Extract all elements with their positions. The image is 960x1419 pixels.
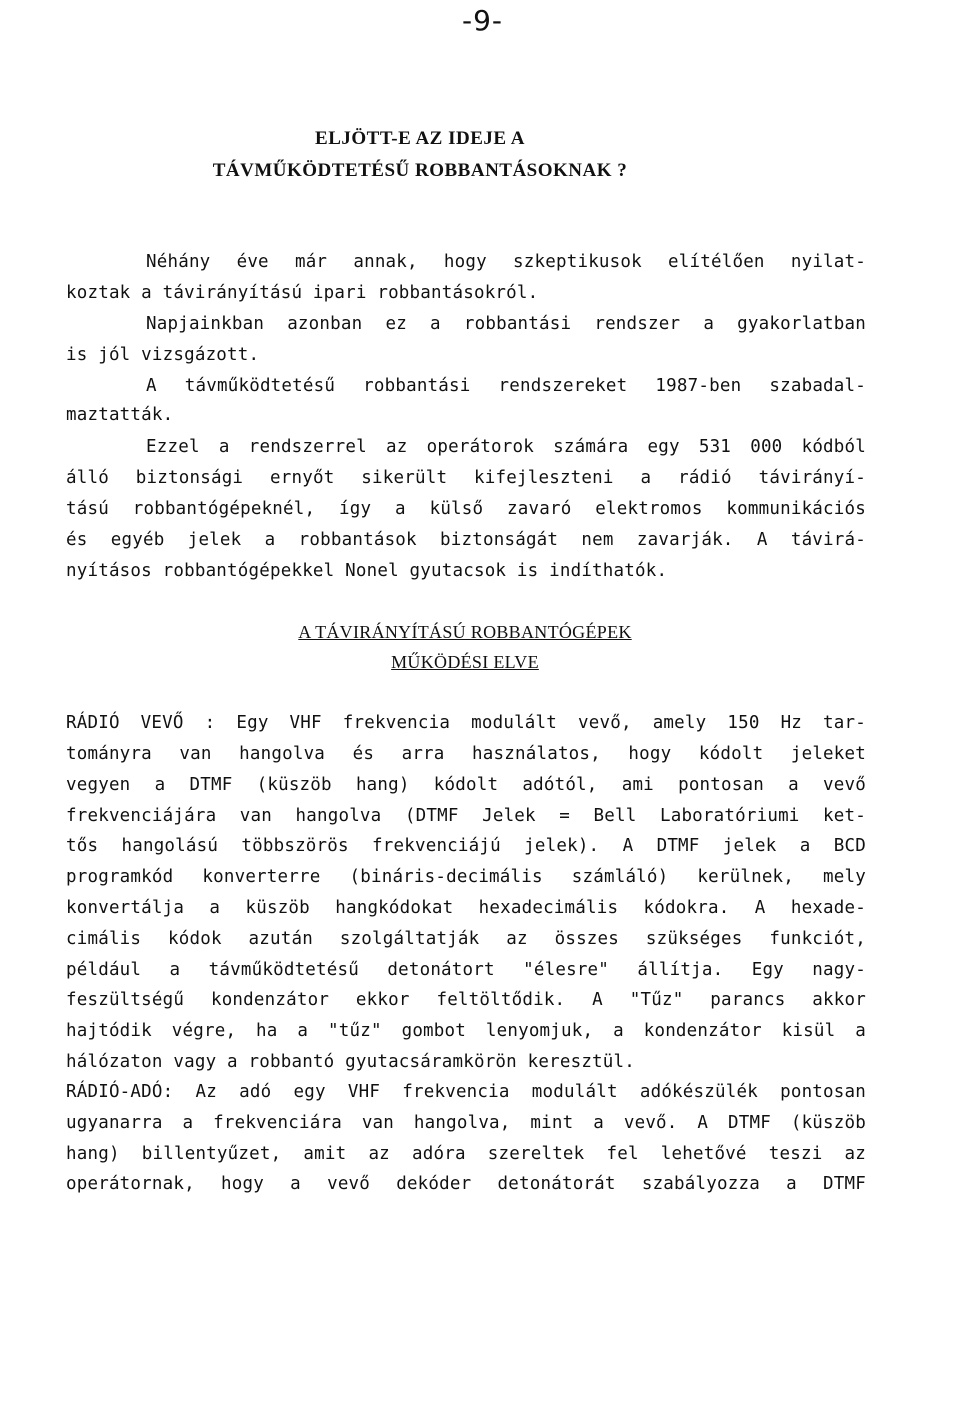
intro-line: Napjainkban azonban ez a robbantási rendszer a gyakorlatban [146, 314, 866, 334]
body-line: hálózaton vagy a robbantó gyutacsáramkörön keresztül. [66, 1052, 636, 1072]
intro-line: is jól vizsgázott. [66, 345, 260, 365]
section-heading-line-2: MŰKÖDÉSI ELVE [391, 652, 539, 672]
title-line-1: ELJÖTT-E AZ IDEJE A [315, 128, 525, 149]
body-line: cimális kódok azután szolgáltatják az összes szükséges funkciót, [66, 929, 866, 949]
body-line: hang) billentyűzet, amit az adóra szereltek fel lehetővé teszi az [66, 1144, 866, 1164]
intro-line: álló biztonsági ernyőt sikerült kifejleszteni a rádió távirányí- [66, 468, 866, 488]
body-line: frekvenciájára van hangolva (DTMF Jelek = Bell Laboratóriumi ket- [66, 806, 866, 826]
intro-line: nyításos robbantógépekkel Nonel gyutacsok is indíthatók. [66, 561, 668, 581]
body-line: vegyen a DTMF (küszöb hang) kódolt adótól, ami pontosan a vevő [66, 775, 866, 795]
section-heading-line-1: A TÁVIRÁNYÍTÁSÚ ROBBANTÓGÉPEK [298, 622, 632, 642]
intro-line: Néhány éve már annak, hogy szkeptikusok elítélően nyilat- [146, 252, 866, 272]
body-line: RÁDIÓ VEVŐ : Egy VHF frekvencia modulált vevő, amely 150 Hz tar- [66, 713, 866, 733]
intro-line: koztak a távirányítású ipari robbantásokról. [66, 283, 539, 303]
body-line: hajtódik végre, ha a "tűz" gombot lenyomjuk, a kondenzátor kisül a [66, 1021, 866, 1041]
body-line: programkód konverterre (bináris-decimális számláló) kerülnek, mely [66, 867, 866, 887]
title-line-2: TÁVMŰKÖDTETÉSŰ ROBBANTÁSOKNAK ? [212, 160, 628, 181]
intro-line: A távműködtetésű robbantási rendszereket 1987-ben szabadal- [146, 376, 866, 396]
intro-line: Ezzel a rendszerrel az operátorok számára egy 531 000 kódból [146, 437, 866, 457]
page-number: -9- [462, 4, 504, 37]
body-line: tős hangolású többszörös frekvenciájú jelek). A DTMF jelek a BCD [66, 836, 866, 856]
body-line: például a távműködtetésű detonátort "élesre" állítja. Egy nagy- [66, 960, 866, 980]
body-line: operátornak, hogy a vevő dekóder detonátorát szabályozza a DTMF [66, 1174, 866, 1194]
intro-line: és egyéb jelek a robbantások biztonságát nem zavarják. A távirá- [66, 530, 866, 550]
body-line: feszültségű kondenzátor ekkor feltöltődik. A "Tűz" parancs akkor [66, 990, 866, 1010]
body-line: tományra van hangolva és arra használatos, hogy kódolt jeleket [66, 744, 866, 764]
body-line: konvertálja a küszöb hangkódokat hexadecimális kódokra. A hexade- [66, 898, 866, 918]
body-line: RÁDIÓ-ADÓ: Az adó egy VHF frekvencia modulált adókészülék pontosan [66, 1082, 866, 1102]
intro-line: tású robbantógépeknél, így a külső zavaró elektromos kommunikációs [66, 499, 866, 519]
body-line: ugyanarra a frekvenciára van hangolva, mint a vevő. A DTMF (küszöb [66, 1113, 866, 1133]
intro-line: maztatták. [66, 405, 174, 425]
